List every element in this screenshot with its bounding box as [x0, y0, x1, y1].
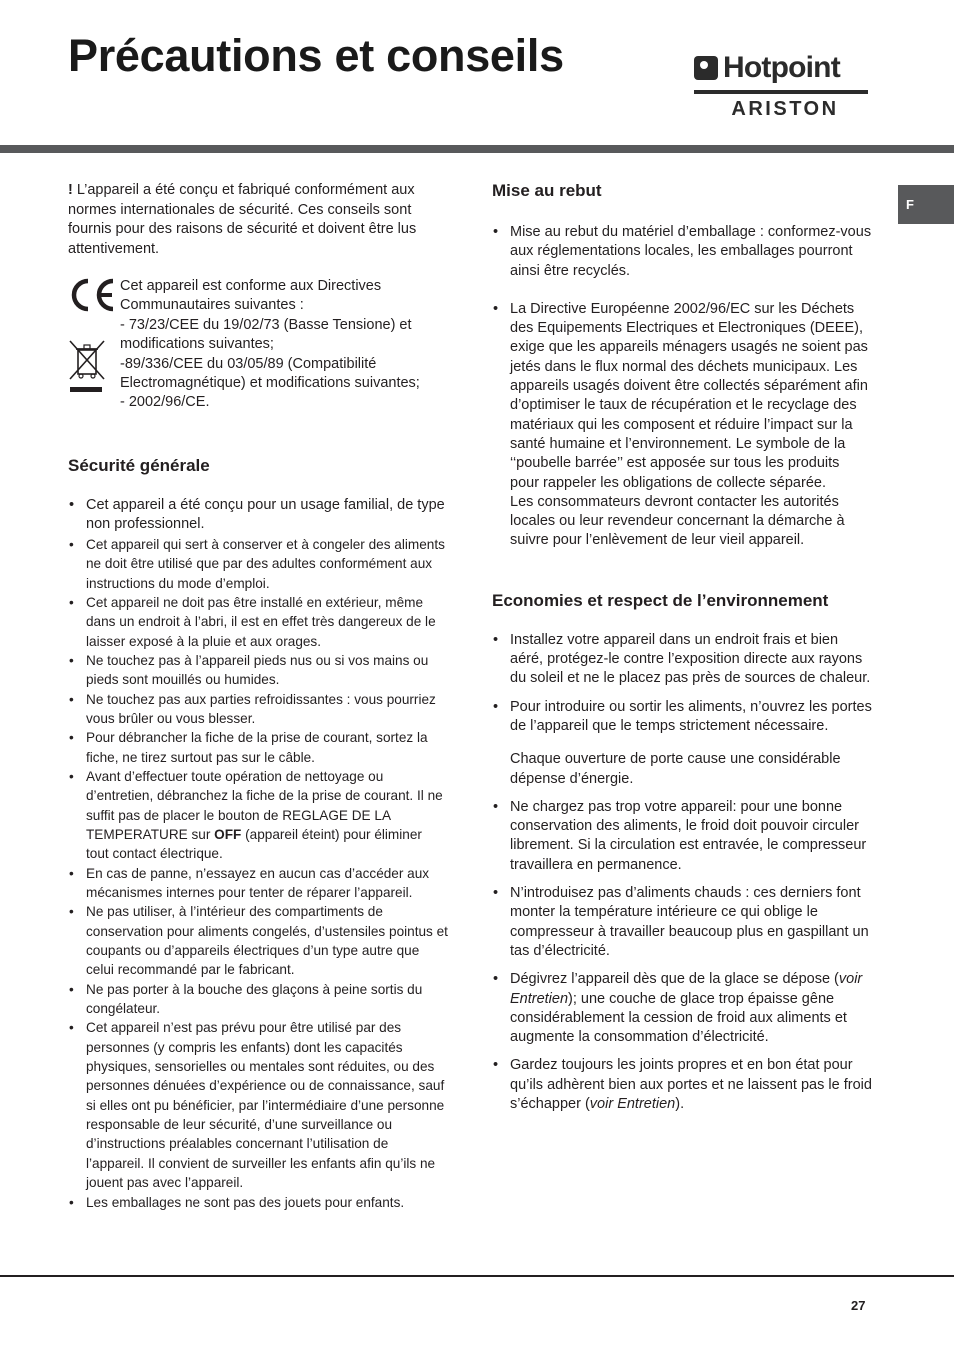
list-item: • Mise au rebut du matériel d’emballage : conformez-vous aux réglementations locales, les emballages pourront ainsi être recyclés. — [492, 223, 872, 281]
page-title: Précautions et conseils — [68, 30, 564, 81]
item-text: Gardez toujours les joints propres et en bon état pour qu’ils adhèrent bien aux portes et ne laissent pas le froid s’échapper ( — [510, 1057, 872, 1112]
ce-line: - 73/23/CEE du 19/02/73 (Basse Tensione) et — [120, 316, 412, 333]
item-text: Dégivrez l’appareil dès que de la glace se dépose ( — [510, 971, 839, 988]
list-item: • Les emballages ne sont pas des jouets pour enfants. — [68, 1193, 448, 1212]
ce-text — [120, 277, 450, 413]
list-item: • Cet appareil n’est pas prévu pour être utilisé par des personnes (y compris les enfants) dont les capacités physiques, sensorielles ou mentales sont réduites, ou des personnes dénuées d’expérience ou de connaissance, sauf si elles ont pu bénéficier, par l’intermédiaire d’une personne responsable de leur sécurité, d’une surveillance ou d’instructions préalables concernant l’utilisation de l’appareil. Il convient de surveiller les enfants afin qu’ils ne jouent pas avec l’appareil. — [68, 1018, 448, 1192]
rebut-followup: Les consommateurs devront contacter les autorités locales ou leur revendeur concernant la démarche à suivre pour l’enlèvement de leur vieil appareil. — [510, 493, 845, 549]
brand-name: Hotpoint — [723, 51, 840, 84]
ce-compliance — [68, 277, 448, 427]
securite-list — [68, 535, 448, 1212]
list-item: • La Directive Européenne 2002/96/EC sur les Déchets des Equipements Electriques et Electroniques (DEEE), exige que les appareils ménagers usagés ne soient pas jetés dans le flux normal des déchets municipaux. Les appareils usagés doivent être collectés séparément afin d’optimiser le taux de récupération et le recyclage des matériaux qui les composent et réduire l’impact sur la santé humaine et l’environnement. Le symbole de la ‘‘poubelle barrée’’ est apposée sur tous les produits pour rappeler les obligations de collecte séparée. — [492, 300, 872, 493]
list-item: • Cet appareil a été conçu pour un usage familial, de type non professionnel. — [68, 496, 448, 535]
item-text: ); une couche de glace trop épaisse gêne considérablement la cession de froid aux aliments et augmente la consommation d’électricité. — [510, 990, 847, 1046]
section-heading-eco: Economies et respect de l’environnement — [492, 590, 829, 610]
page-number: 27 — [851, 1298, 866, 1313]
item-text: Avant d’effectuer toute opération de nettoyage ou d’entretien, débranchez la fiche de la prise de courant. Il ne suffit pas de placer le bouton de REGLAGE DE LA TEMPERATURE sur — [86, 768, 443, 842]
ce-line: - 2002/96/CE. — [120, 394, 210, 411]
list-item: • Installez votre appareil dans un endroit frais et bien aéré, protégez-le contre l’exposition directe aux rayons du soleil et ne le placez pas près de sources de chaleur. — [492, 631, 872, 689]
list-item: • N’introduisez pas d’aliments chauds : ces derniers font monter la température intérieure ce qui oblige le compresseur à travailler beaucoup plus en gaspillant un tas d’électricité. — [492, 884, 872, 961]
brand-sub: ARISTON — [731, 98, 839, 120]
cross-reference: voir Entretien — [589, 1095, 676, 1112]
ce-line: modifications suivantes; — [120, 336, 274, 353]
list-item — [68, 767, 448, 864]
list-item: • Ne chargez pas trop votre appareil: pour une bonne conservation des aliments, le froid doit pouvoir circuler librement. Si la circulation est entravée, le compresseur travaillera en permanence. — [492, 798, 872, 875]
eco-list-continued — [492, 798, 872, 1114]
list-item: • Pour introduire ou sortir les aliments, n’ouvrez les portes de l’appareil que le temps strictement nécessaire. — [492, 698, 872, 737]
off-label: OFF — [214, 826, 242, 842]
section-heading-rebut: Mise au rebut — [492, 181, 602, 200]
brand-mark-icon — [694, 56, 718, 80]
intro-paragraph — [68, 181, 448, 259]
crossed-bin-icon — [68, 339, 106, 395]
logo-divider — [694, 90, 868, 94]
eco-note: Chaque ouverture de porte cause une considérable dépense d’énergie. — [510, 751, 841, 787]
footer-rule — [0, 1275, 954, 1277]
ce-mark-icon — [68, 277, 116, 313]
ce-line: -89/336/CEE du 03/05/89 (Compatibilité — [120, 355, 377, 372]
list-item — [492, 970, 872, 1047]
eco-list — [492, 631, 872, 736]
list-item: • Ne touchez pas à l’appareil pieds nus ou si vos mains ou pieds sont mouillés ou humides. — [68, 651, 448, 690]
list-item — [492, 1056, 872, 1114]
warning-mark: ! — [68, 182, 73, 198]
intro-text: L’appareil a été conçu et fabriqué conformément aux normes internationales de sécurité. Ces conseils sont fournis pour des raisons de sécurité et doivent être lus attentivement. — [68, 182, 417, 257]
item-text: (appareil éteint) pour éliminer tout contact électrique. — [86, 826, 422, 862]
list-item: • Ne pas utiliser, à l’intérieur des compartiments de conservation pour aliments congelés, d’ustensiles pointus et coupants ou d’appareils électriques d’un type autre que celui recommandé par le fabricant. — [68, 902, 448, 979]
list-item: • Ne pas porter à la bouche des glaçons à peine sortis du congélateur. — [68, 980, 448, 1019]
left-column — [68, 181, 448, 1212]
item-text: ). — [675, 1095, 685, 1112]
ce-line: Electromagnétique) et modifications suivantes; — [120, 375, 420, 392]
right-column — [492, 181, 872, 1114]
brand-logo — [694, 52, 868, 124]
list-item: • Cet appareil qui sert à conserver et à congeler des aliments ne doit être utilisé que par des adultes conformément aux instructions du mode d’emploi. — [68, 535, 448, 593]
ce-line: Communautaires suivantes : — [120, 297, 304, 314]
list-item: • Cet appareil ne doit pas être installé en extérieur, même dans un endroit à l’abri, il est en effet très dangereux de le laisser exposé à la pluie et aux orages. — [68, 593, 448, 651]
header-bar — [0, 145, 954, 153]
section-heading-securite: Sécurité générale — [68, 456, 210, 475]
language-tab: F — [898, 185, 954, 224]
ce-line: Cet appareil est conforme aux Directives — [120, 278, 382, 294]
list-item: • Pour débrancher la fiche de la prise de courant, sortez la fiche, ne tirez surtout pas sur le câble. — [68, 728, 448, 767]
list-item: • En cas de panne, n’essayez en aucun cas d’accéder aux mécanismes internes pour tenter de réparer l’appareil. — [68, 864, 448, 903]
cross-reference: voir Entretien — [510, 971, 863, 1007]
rebut-list — [492, 223, 872, 493]
securite-list-intro — [68, 496, 448, 535]
list-item: • Ne touchez pas aux parties refroidissantes : vous pourriez vous brûler ou vous blesser. — [68, 690, 448, 729]
